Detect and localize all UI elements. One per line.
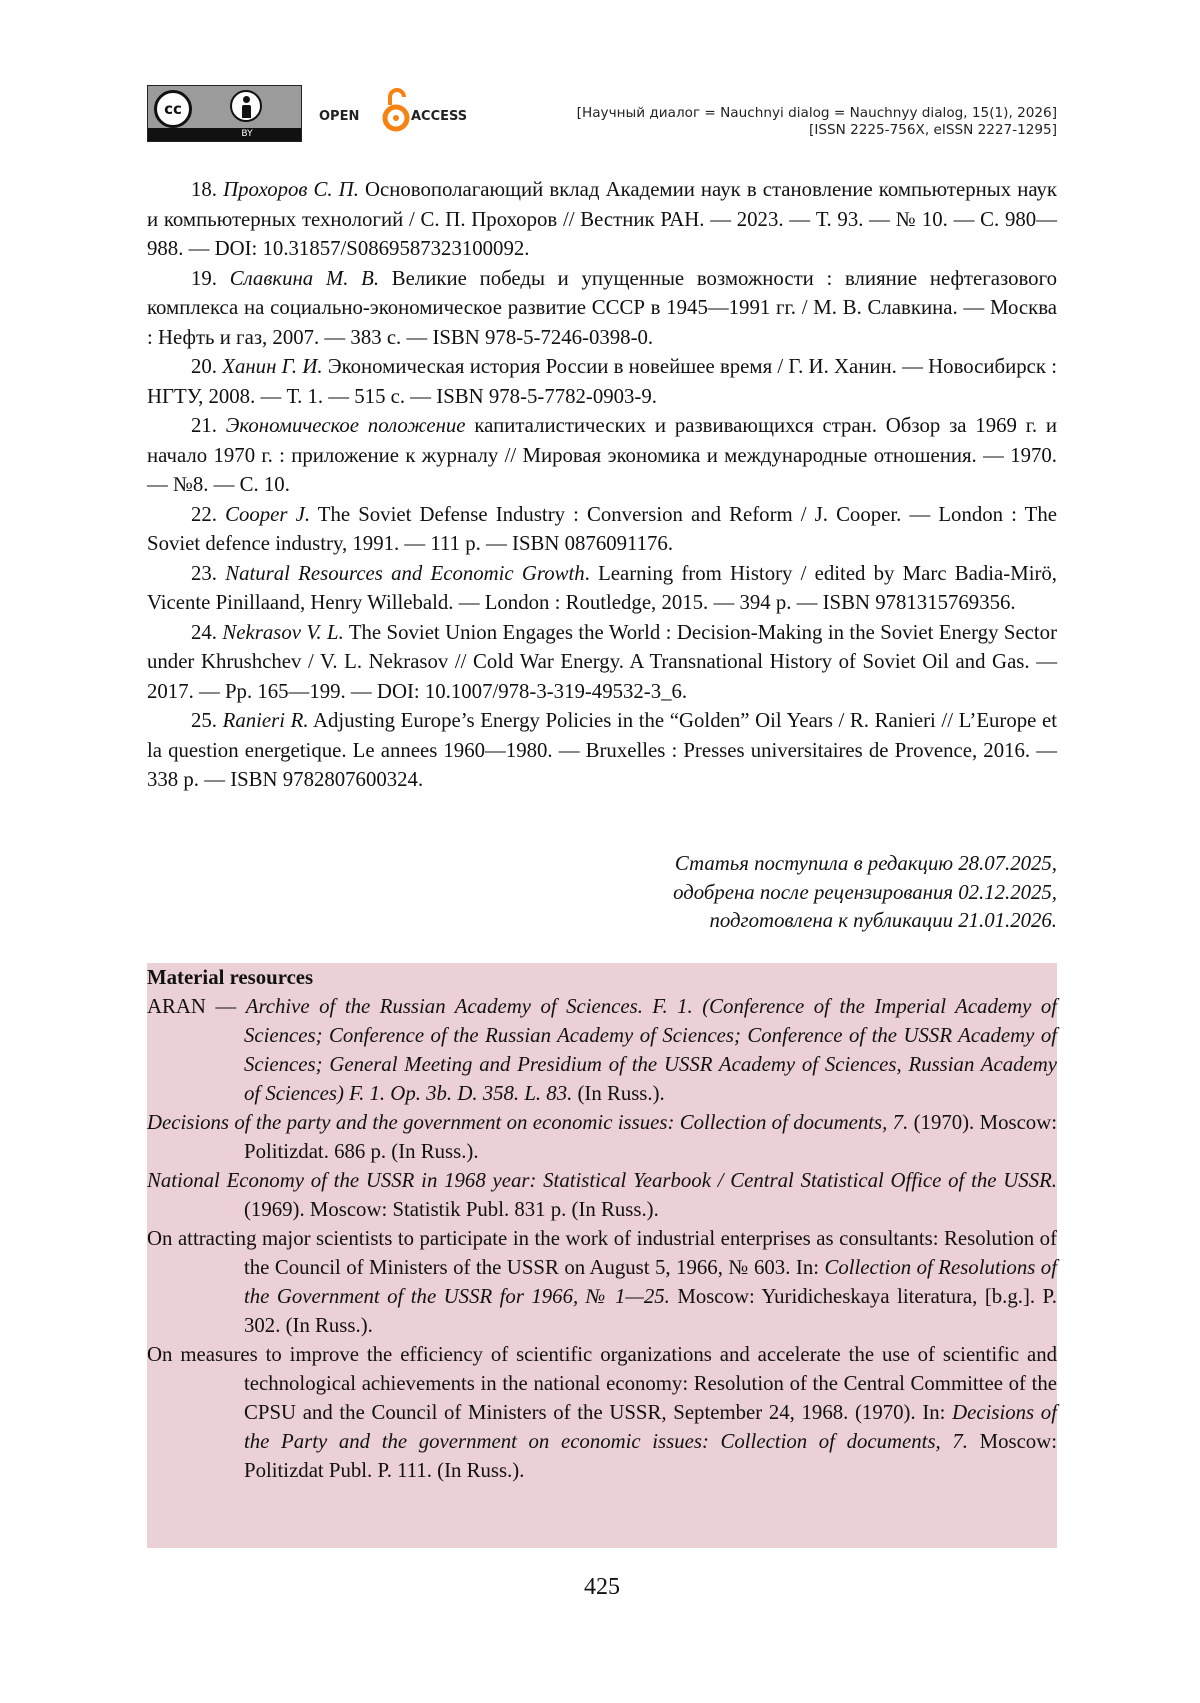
open-access-logo bbox=[319, 85, 469, 140]
approved-date: одобрена после рецензирования 02.12.2025, bbox=[673, 880, 1057, 904]
prepared-date: подготовлена к публикации 21.01.2026. bbox=[709, 909, 1057, 932]
section-title: Material resources bbox=[147, 966, 314, 989]
reference-author: Экономическое положение bbox=[225, 414, 466, 437]
reference-author: Ranieri R. bbox=[222, 709, 309, 732]
page-number: 425 bbox=[584, 1574, 620, 1600]
journal-citation-line: [Научный диалог = Nauchnyi dialog = Nauchnyy dialog, 15(1), 2026] bbox=[576, 105, 1057, 121]
cc-by-license-badge[interactable] bbox=[147, 85, 302, 142]
reference-item: 24. Nekrasov V. L. The Soviet Union Engages the World : Decision-Making in the Soviet Energy Sector under Khrushchev / V. L. Nekrasov // Cold War Energy. A Transnational History of Soviet Oil and Gas. — 2017. — Pp. 165—199. — DOI: 10.1007/978-3-319-49532-3_6. bbox=[147, 620, 1058, 703]
attribution-icon bbox=[230, 90, 262, 122]
cc-badge-bar bbox=[148, 128, 301, 141]
material-item: Decisions of the party and the government on economic issues: Collection of documents, 7. (1970). Moscow: Politizdat. 686 p. (In Russ.). bbox=[147, 1111, 1058, 1163]
reference-author: Natural Resources and Economic Growth bbox=[225, 561, 585, 585]
material-item: On attracting major scientists to participate in the work of industrial enterprises as consultants: Resolution of the Council of Ministers of the USSR on August 5, 1966, № 603. In: Collection of Resolutions of the Government of the USSR for 1966, № 1—25. Moscow: Yuridicheskaya literatura, [b.g.]. P. 302. (In Russ.). bbox=[147, 1227, 1057, 1337]
article-history bbox=[147, 850, 1057, 936]
material-item: ARAN — Archive of the Russian Academy of Sciences. F. 1. (Conference of the Imperial Academy of Sciences; Conference of the Russian Academy of Sciences; Conference of the USSR Academy of Sciences; General Meeting and Presidium of the USSR Academy of Sciences, Russian Academy of Sciences) F. 1. Op. 3b. D. 358. L. 83. (In Russ.). bbox=[147, 995, 1058, 1105]
reference-list bbox=[147, 175, 1057, 795]
journal-issn-line: [ISSN 2225-756X, eISSN 2227-1295] bbox=[809, 122, 1057, 138]
page-header bbox=[147, 85, 1057, 145]
reference-author: Cooper J. bbox=[225, 502, 311, 526]
reference-author: Nekrasov V. L. bbox=[222, 620, 344, 644]
reference-item: 18. Прохоров С. П. Основополагающий вклад Академии наук в становление компьютерных наук и компьютерных технологий / С. П. Прохоров // Вестник РАН. — 2023. — Т. 93. — № 10. — С. 980—988. — DOI: 10.31857/S0869587323100092. bbox=[147, 178, 1057, 260]
reference-item: 25. Ranieri R. Adjusting Europe’s Energy Policies in the “Golden” Oil Years / R. Ranieri // L’Europe et la question energetique. Le annees 1960—1980. — Bruxelles : Presses universitaires de Provence, 2016. — 338 p. — ISBN 9782807600324. bbox=[147, 709, 1058, 791]
journal-citation bbox=[577, 105, 1057, 139]
access-label: ACCESS bbox=[411, 109, 468, 124]
reference-author: Ханин Г. И. bbox=[222, 355, 323, 378]
open-lock-icon bbox=[382, 85, 410, 135]
material-resources-section bbox=[147, 963, 1057, 1548]
reference-author: Прохоров С. П. bbox=[223, 178, 359, 201]
reference-author: Славкина М. В. bbox=[229, 266, 380, 290]
received-date: Статья поступила в редакцию 28.07.2025, bbox=[674, 852, 1057, 875]
reference-item: 19. Славкина М. В. Великие победы и упущенные возможности : влияние нефтегазового комплекса на социально-экономическое развитие СССР в 1945—1991 гг. / М. В. Славкина. — Москва : Нефть и газ, 2007. — 383 с. — ISBN 978-5-7246-0398-0. bbox=[147, 266, 1057, 349]
open-label: OPEN bbox=[319, 109, 360, 124]
reference-item: 22. Cooper J. The Soviet Defense Industry : Conversion and Reform / J. Cooper. — London : The Soviet defence industry, 1991. — 111 p. — ISBN 0876091176. bbox=[147, 502, 1057, 555]
reference-item: 20. Ханин Г. И. Экономическая история России в новейшее время / Г. И. Ханин. — Новосибирск : НГТУ, 2008. — Т. 1. — 515 с. — ISBN 978-5-7782-0903-9. bbox=[147, 355, 1057, 408]
reference-item: 21. Экономическое положение капиталистических и развивающихся стран. Обзор за 1969 г. и начало 1970 г. : приложение к журналу // Мировая экономика и международные отношения. — 1970. — №8. — С. 10. bbox=[147, 414, 1057, 496]
material-item: National Economy of the USSR in 1968 year: Statistical Yearbook / Central Statistical Office of the USSR. (1969). Moscow: Statistik Publ. 831 p. (In Russ.). bbox=[147, 1169, 1057, 1221]
material-item: On measures to improve the efficiency of scientific organizations and accelerate the use of scientific and technological achievements in the national economy: Resolution of the Central Committee of the CPSU and the Council of Ministers of the USSR, September 24, 1968. (1970). In: Decisions of the Party and the government on economic issues: Collection of documents, 7. Moscow: Politizdat Publ. P. 111. (In Russ.). bbox=[147, 1343, 1058, 1482]
by-label: BY bbox=[241, 129, 253, 139]
reference-item: 23. Natural Resources and Economic Growth. Learning from History / edited by Marc Badia-Mirö, Vicente Pinillaand, Henry Willebald. — London : Routledge, 2015. — 394 p. — ISBN 9781315769356. bbox=[147, 561, 1058, 614]
cc-icon: cc bbox=[154, 90, 192, 128]
